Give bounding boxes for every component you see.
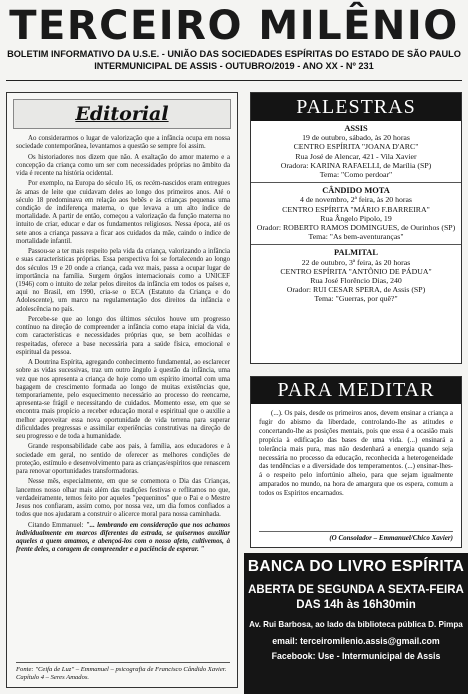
lecture-speaker: Orador: RUI CESAR SPERA, de Assis (SP) bbox=[286, 285, 426, 295]
meditar-box bbox=[250, 376, 462, 548]
banca-title: BANCA DO LIVRO ESPÍRITA bbox=[247, 558, 465, 575]
issue-info: INTERMUNICIPAL DE ASSIS - OUTUBRO/2019 - ANO XX - Nº 231 bbox=[94, 61, 374, 71]
lecture-entry bbox=[251, 183, 461, 245]
editorial-footnote: Fonte: "Ceifa de Luz" – Emmanuel – psicografia de Francisco Cândido Xavier. Capítulo 4 – Seres Amados. bbox=[16, 662, 230, 682]
lecture-speaker: Oradora: KARINA RAFAELLI, de Marília (SP) bbox=[280, 160, 432, 170]
editorial-paragraph: Grande responsabilidade cabe aos pais, à família, aos educadores e à sociedade em geral, no sentido de oferecer as melhores condições de proteção, estímulo e desenvolvimento para as crianças/espíritos que renascem para renovar oportunidades transformadoras. bbox=[16, 443, 230, 476]
banca-facebook: Facebook: Use - Intermunicipal de Assis bbox=[271, 651, 441, 661]
lecture-address: Rua Ângelo Pipolo, 19 bbox=[320, 213, 392, 223]
lecture-speaker: Orador: ROBERTO RAMOS DOMINGUES, de Ourinhos (SP) bbox=[256, 223, 456, 233]
lecture-theme: Tema: "Guerras, por quê?" bbox=[314, 294, 398, 304]
emmanuel-quote: "... lembrando em consideração que nos achamos individualmente em marcos diferentes da estrada, se quisermos auxiliar aqueles a quem amamos, e abençoá-los com o nosso afeto, cultivemos, à frente deles, a coragem de compreender e a paciência de esperar. " bbox=[16, 521, 230, 554]
editorial-paragraph: Por exemplo, na Europa do século 16, os recém-nascidos eram entregues às amas de leite que cuidavam deles ao longo dos primeiros anos. Até o século 18 predominava em relação aos bebês e às crianças pequenas uma condição de indiferença materna, o que levava a um alto índice de mortalidade. A partir de então, começou a valorização da função materna no intuito de criar, educar e dar os fundamentos religiosos. Nessa época, até os sete anos a criança passava a ficar aos cuidados da mãe, caindo o índice de mortalidade infantil. bbox=[16, 180, 230, 245]
lecture-date: 22 de outubro, 3ª feira, às 20 horas bbox=[301, 257, 411, 267]
lecture-date: 19 de outubro, sábado, às 20 horas bbox=[302, 133, 410, 143]
banca-box bbox=[244, 553, 468, 694]
meditar-title: PARA MEDITAR bbox=[277, 379, 435, 401]
editorial-paragraph: Nesse mês, especialmente, em que se comemora o Dia das Crianças, lancemos nosso olhar mais além das tradições festivas e reflitamos no que, verdadeiramente, temos feito por aqueles "pequeninos" que o Pai e o Mestre Jesus nos confiaram, assim como, por nossa vez, um dia fomos confiados a todos que nos ajudaram a construir o alicerce moral para nossa caminhada. bbox=[16, 478, 230, 519]
lecture-center: CENTRO ESPÍRITA "MÁRIO F.BARREIRA" bbox=[282, 204, 430, 214]
lecture-city: CÂNDIDO MOTA bbox=[322, 186, 390, 196]
lecture-city: ASSIS bbox=[344, 124, 368, 133]
banca-days: ABERTA DE SEGUNDA A SEXTA-FEIRA bbox=[248, 584, 464, 596]
lecture-theme: Tema: "As bem-aventuranças" bbox=[308, 232, 404, 242]
meditar-text: (...). Os pais, desde os primeiros anos, devem ensinar a criança a fugir do abismo da liberdade, controlando-lhe as atitudes e concertando-lhe as posições mentais, pois que essa é a ocasião mais propícia à edificação das bases de uma vida. (...) ensinará a tolerância mais pura, mas não desdenhará a energia quando seja necessária no processo da educação, reconhecida a heterogeneidade das tendências e a diversidade dos temperamentos. (...) ensinar-lhes-á o respeito pelo infortúnio alheio, para que sejam igualmente amparados no mundo, na hora de amargura que os espera, comum a todos os Espíritos encarnados. bbox=[259, 409, 453, 498]
banca-hours: DAS 14h às 16h30min bbox=[296, 599, 416, 611]
lecture-entry bbox=[251, 121, 461, 183]
editorial-paragraph: A Doutrina Espírita, agregando conhecimento fundamental, ao esclarecer sobre as vidas sucessivas, traz um outro ângulo à questão da infância, uma vez que nos apresenta a criança de hoje como um espírito imortal com uma bagagem de crescimento formada ao longo de muitas existências que, temporariamente, pelo esquecimento necessário ao processo do reencarne, apresenta-se frágil e necessitando de cuidados. Momento esse, em que se encontra mais propício a receber educação moral e espiritual que o auxilie a melhor aproveitar essa nova oportunidade de vida terrena para superar dificuldades pregressas e assimilar experiências construtivas na direção de seu progresso e de toda a humanidade. bbox=[16, 359, 230, 441]
masthead bbox=[0, 0, 468, 78]
newsletter-subtitle: BOLETIM INFORMATIVO DA U.S.E. - UNIÃO DAS SOCIEDADES ESPÍRITAS DO ESTADO DE SÃO PAULO bbox=[7, 49, 461, 59]
banca-address: Av. Rui Barbosa, ao lado da biblioteca pública D. Pimpa bbox=[249, 620, 463, 629]
editorial-box bbox=[6, 92, 238, 688]
closing-intro: Citando Emmanuel: bbox=[28, 521, 86, 529]
lecture-address: Rua José de Alencar, 421 - Vila Xavier bbox=[295, 151, 417, 161]
palestras-title: PALESTRAS bbox=[296, 95, 416, 118]
lecture-center: CENTRO ESPÍRITA "ANTÔNIO DE PÁDUA" bbox=[280, 266, 432, 276]
masthead-divider bbox=[6, 80, 462, 81]
palestras-box bbox=[250, 92, 462, 364]
editorial-body bbox=[16, 135, 230, 557]
editorial-paragraph: Os historiadores nos dizem que não. A exaltação do amor materno e a concepção da criança como um ser com necessidades próprias no âmbito da vida é recente na história ocidental. bbox=[16, 153, 230, 177]
lecture-center: CENTRO ESPÍRITA "JOANA D'ARC" bbox=[293, 142, 419, 152]
editorial-header bbox=[13, 99, 231, 129]
meditar-header bbox=[251, 377, 461, 404]
lecture-theme: Tema: "Como perdoar" bbox=[319, 170, 393, 180]
editorial-paragraph: Percebe-se que ao longo dos últimos séculos houve um progresso contínuo na direção de compreender a infância como etapa inicial da vida, com características e necessidades próprias que, se bem acolhidas e respeitadas, oferece a base necessária para a saúde física, emocional e espiritual da pessoa. bbox=[16, 316, 230, 356]
palestras-header bbox=[251, 93, 461, 121]
editorial-title: Editorial bbox=[75, 103, 169, 125]
editorial-paragraph: Ao considerarmos o lugar de valorização que a infância ocupa em nossa sociedade contemporânea, levantamos a questão se sempre foi assim. bbox=[16, 135, 230, 151]
lecture-entry bbox=[251, 245, 461, 306]
meditar-source: (O Consolador – Emmanuel/Chico Xavier) bbox=[259, 531, 453, 542]
lecture-address: Rua José Florêncio Dias, 240 bbox=[310, 276, 402, 286]
editorial-closing bbox=[16, 522, 230, 555]
newsletter-title: TERCEIRO MILÊNIO bbox=[9, 3, 459, 49]
banca-email: email: terceiromilenio.assis@gmail.com bbox=[272, 636, 440, 646]
editorial-paragraph: Passou-se a ter mais respeito pela vida da criança, valorizando a infância e suas características próprias. Essa perspectiva foi se fortalecendo ao longo dos séculos 19 e 20 onde a criança, cada vez mais, passa a ocupar lugar de importância na família. Surgem órgãos internacionais como a UNICEF (1946) com o intuito de zelar pelos direitos da infância em todos os países e, aqui no Brasil, em 1990, cria-se o ECA (Estatuto da Criança e do Adolescente), um marco na regulamentação dos direitos da infância e adolescência no país. bbox=[16, 248, 230, 313]
lecture-date: 4 de novembro, 2ª feira, às 20 horas bbox=[300, 195, 412, 205]
lecture-city: PALMITAL bbox=[334, 248, 378, 258]
